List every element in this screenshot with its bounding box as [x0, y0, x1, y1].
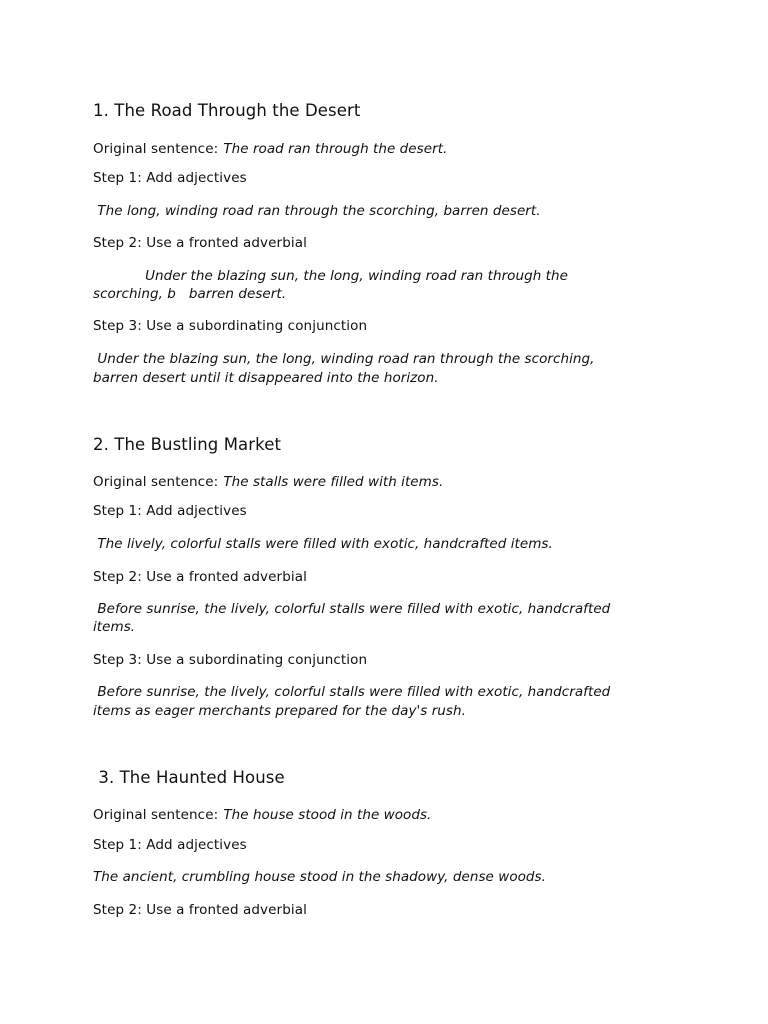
- section-2-step-3-line-2: items as eager merchants prepared for the day's rush.: [93, 703, 466, 719]
- section-2-step-3-label: Step 3: Use a subordinating conjunction: [93, 652, 368, 668]
- section-2-step-2-line-2: items.: [93, 619, 136, 635]
- section-2-step-1-label: Step 1: Add adjectives: [93, 503, 247, 519]
- section-1-step-2-line-2: scorching, b barren desert.: [93, 286, 287, 302]
- section-2-step-2-label: Step 2: Use a fronted adverbial: [93, 569, 307, 585]
- section-2-step-3-line-1: Before sunrise, the lively, colorful stalls were filled with exotic, handcrafted: [93, 684, 611, 700]
- section-1-step-1-label: Step 1: Add adjectives: [93, 170, 247, 186]
- section-1-step-2-label: Step 2: Use a fronted adverbial: [93, 235, 307, 251]
- original-sentence-label: Original sentence:: [93, 807, 219, 823]
- section-1-step-3-line-1: Under the blazing sun, the long, winding road ran through the scorching,: [93, 351, 595, 367]
- section-3-step-2-label: Step 2: Use a fronted adverbial: [93, 902, 307, 918]
- section-1-step-3-line-2: barren desert until it disappeared into the horizon.: [93, 370, 439, 386]
- section-2-original-sentence: [93, 471, 443, 490]
- section-1-step-2-line-1: Under the blazing sun, the long, winding road ran through the: [93, 268, 568, 284]
- section-3-step-1-text: The ancient, crumbling house stood in the shadowy, dense woods.: [93, 869, 546, 885]
- section-3-step-1-label: Step 1: Add adjectives: [93, 837, 247, 853]
- original-sentence-label: Original sentence:: [93, 474, 219, 490]
- section-1-heading: 1. The Road Through the Desert: [93, 101, 361, 120]
- section-2-heading: 2. The Bustling Market: [93, 435, 282, 454]
- section-2-step-2-line-1: Before sunrise, the lively, colorful stalls were filled with exotic, handcrafted: [93, 601, 611, 617]
- section-1-step-1-text: The long, winding road ran through the scorching, barren desert.: [93, 203, 541, 219]
- original-sentence-text: The house stood in the woods.: [223, 807, 432, 823]
- original-sentence-text: The stalls were filled with items.: [223, 474, 444, 490]
- section-3-heading: 3. The Haunted House: [93, 768, 285, 787]
- section-1-original-sentence: [93, 138, 447, 157]
- original-sentence-text: The road ran through the desert.: [223, 141, 448, 157]
- original-sentence-label: Original sentence:: [93, 141, 219, 157]
- section-1-step-3-label: Step 3: Use a subordinating conjunction: [93, 318, 368, 334]
- section-2-step-1-text: The lively, colorful stalls were filled with exotic, handcrafted items.: [93, 536, 553, 552]
- section-3-original-sentence: [93, 804, 431, 823]
